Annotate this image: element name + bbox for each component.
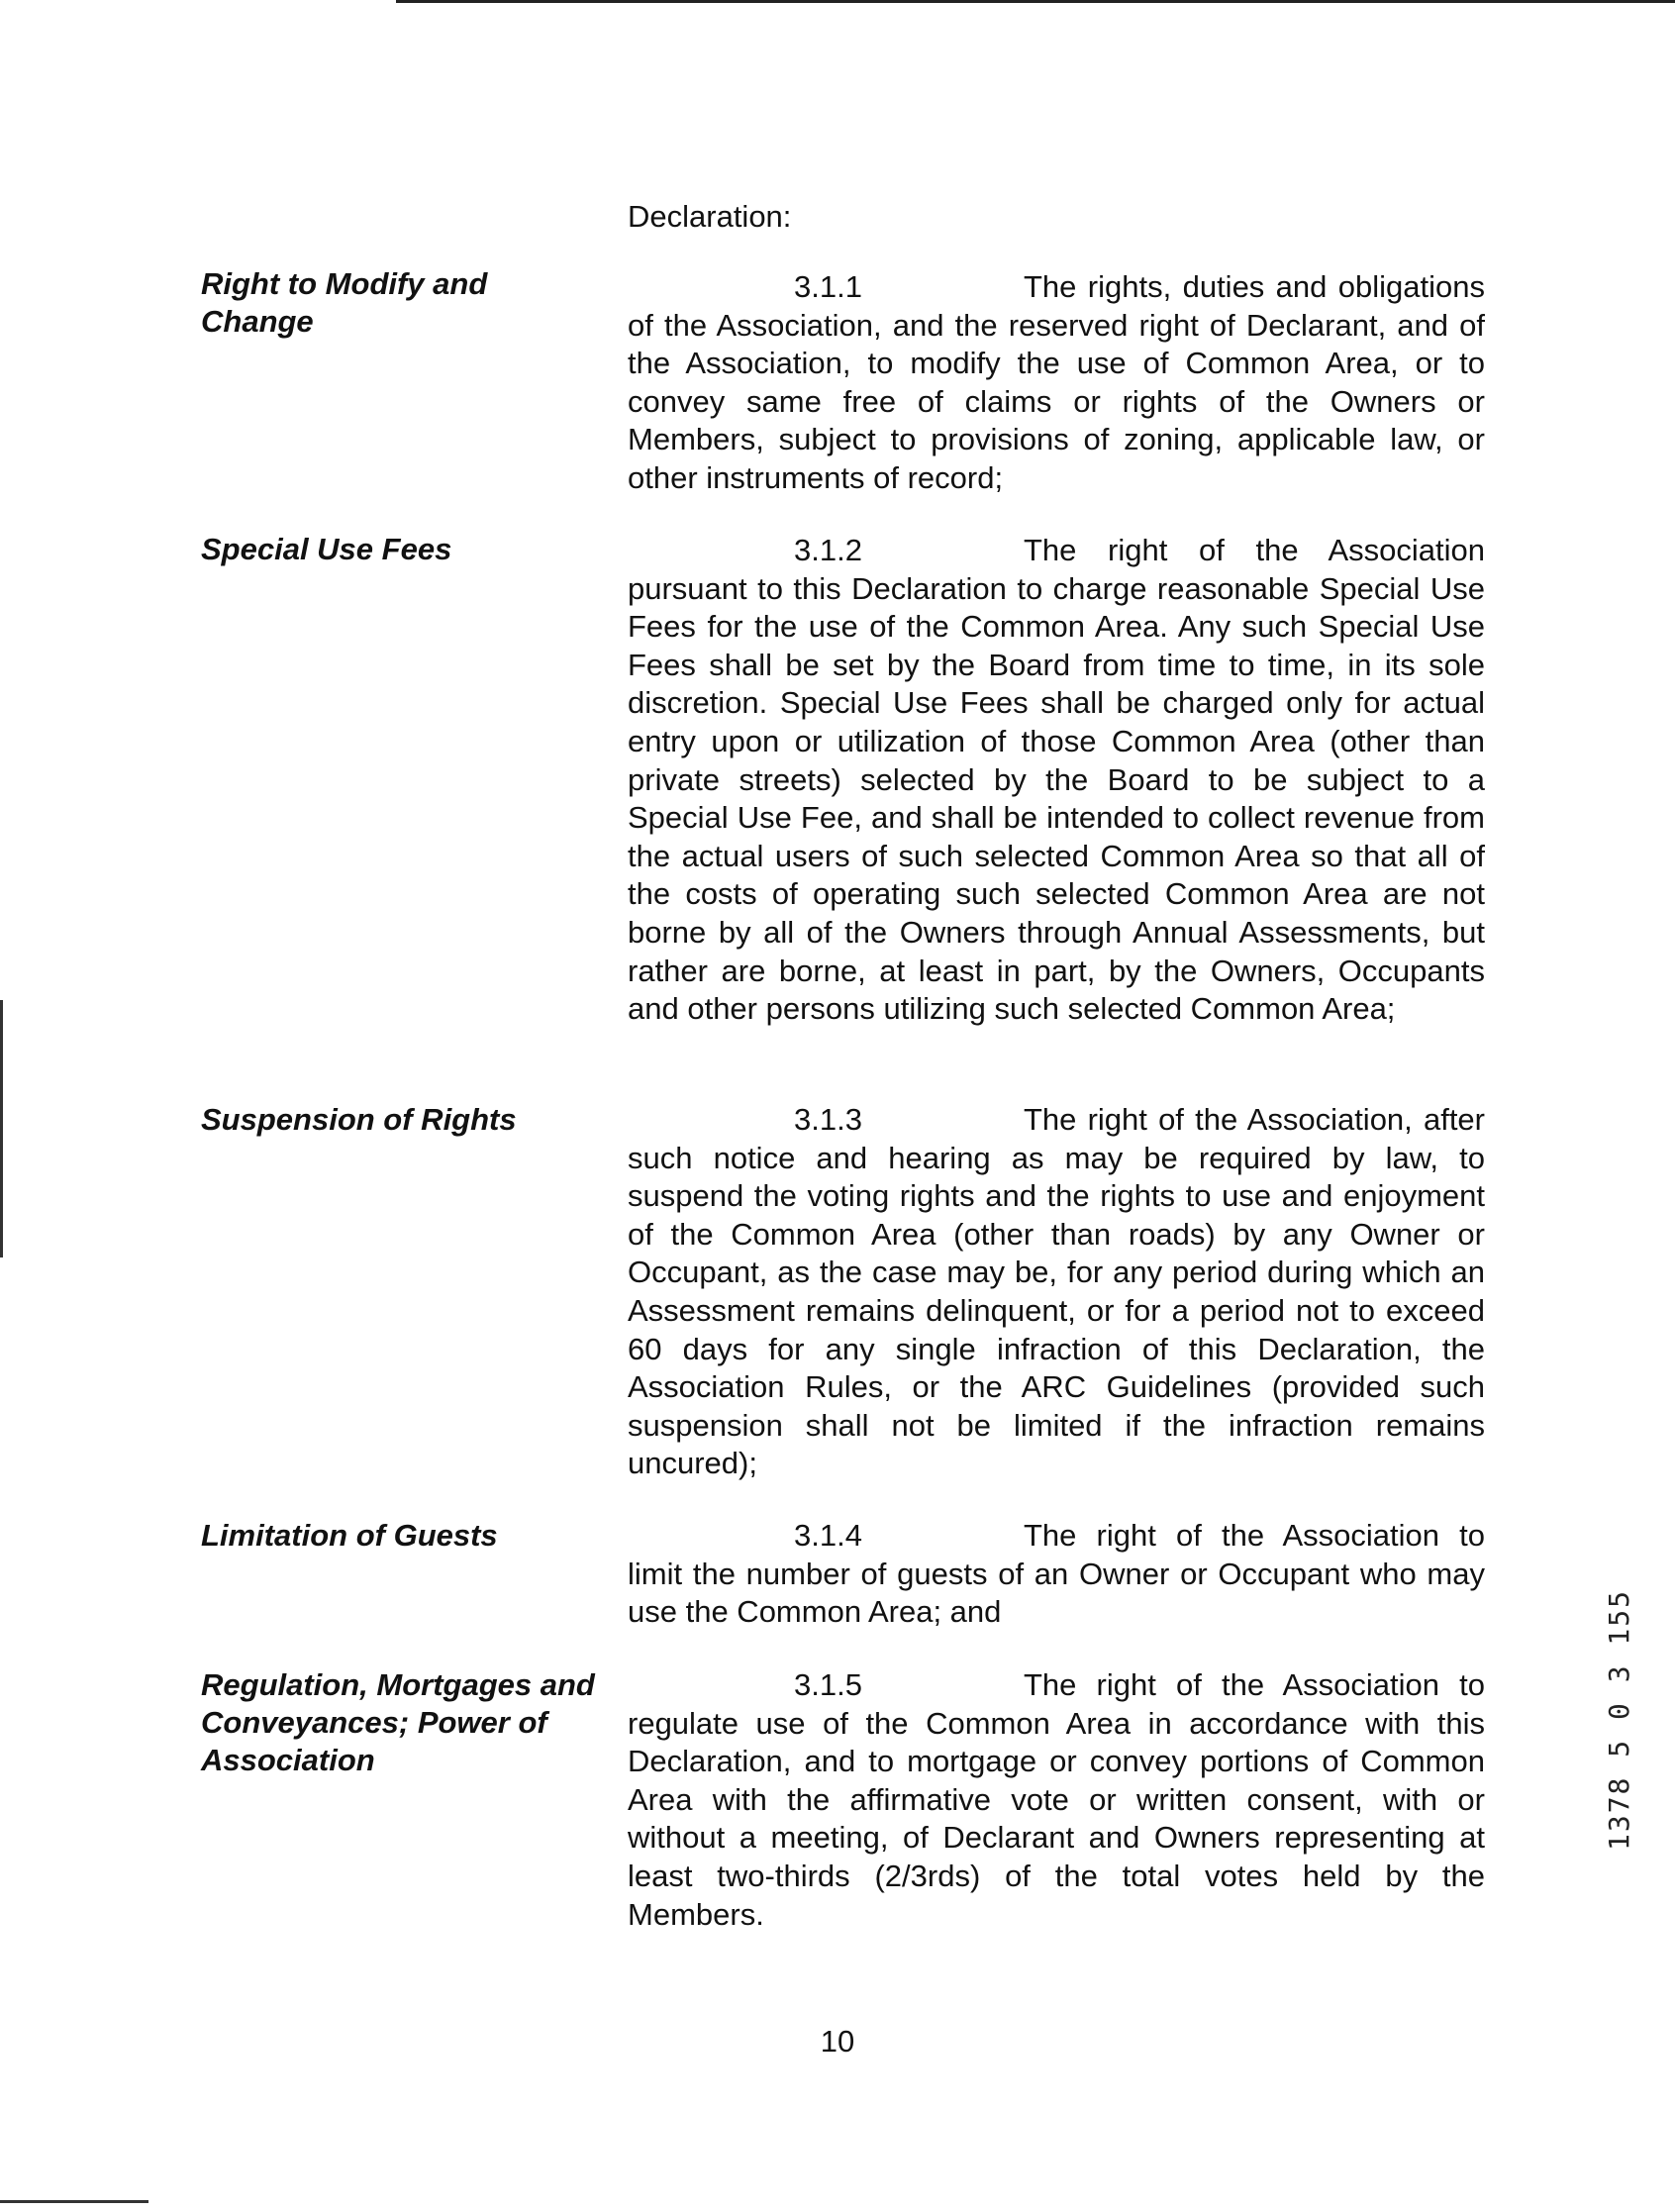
intro-text: Declaration: bbox=[628, 199, 792, 234]
section-body-3-1-1 bbox=[628, 268, 1485, 498]
section-heading-suspension-of-rights: Suspension of Rights bbox=[201, 1102, 517, 1137]
section-heading-regulation-mortgages: Regulation, Mortgages and Conveyances; Power of Association bbox=[201, 1667, 595, 1777]
page-number: 10 bbox=[820, 2024, 855, 2059]
section-heading-limitation-of-guests: Limitation of Guests bbox=[201, 1518, 498, 1553]
section-text: The right of the Association to limit the number of guests of an Owner or Occupant who may use the Common Area; and bbox=[628, 1518, 1485, 1630]
section-text: The right of the Association pursuant to this Declaration to charge reasonable Special Use Fees for the use of the Common Area. Any such Special Use Fees shall be set by the Board from time to time, in its sole discretion. Special Use Fees shall be charged only for actual entry upon or utilization of those Common Area (other than private streets) selected by the Board to be subject to a Special Use Fee, and shall be intended to collect revenue from the actual users of such selected Common Area so that all of the costs of operating such selected Common Area are not borne by all of the Owners through Annual Assessments, but rather are borne, at least in part, by the Owners, Occupants and other persons utilizing such selected Common Area; bbox=[628, 533, 1485, 1027]
scan-edge-left bbox=[0, 1000, 3, 1257]
section-text: The right of the Association to regulate use of the Common Area in accordance with this Declaration, and to mortgage or convey portions of Common Area with the affirmative vote or written consent, with or without a meeting, of Declarant and Owners representing at least two-thirds (2/3rds) of the total votes held by the Members. bbox=[628, 1667, 1485, 1932]
section-number: 3.1.1 bbox=[794, 269, 862, 304]
section-body-3-1-5 bbox=[628, 1666, 1485, 1934]
section-number: 3.1.5 bbox=[794, 1667, 862, 1702]
section-body-3-1-3 bbox=[628, 1101, 1485, 1483]
scan-edge-top bbox=[396, 0, 1675, 3]
scan-edge-bottom bbox=[0, 2200, 148, 2203]
section-number: 3.1.2 bbox=[794, 533, 862, 567]
section-heading-modify-change: Right to Modify and Change bbox=[201, 266, 488, 339]
section-text: The right of the Association, after such notice and hearing as may be required by law, to suspend the voting rights and the rights to use and enjoyment of the Common Area (other than roads) by any Owner or Occupant, as the case may be, for any period during which an Assessment remains delinquent, or for a period not to exceed 60 days for any single infraction of this Declaration, the Association Rules, or the ARC Guidelines (provided such suspension shall not be limited if the infraction remains uncured); bbox=[628, 1102, 1485, 1481]
section-body-3-1-4 bbox=[628, 1517, 1485, 1632]
section-body-3-1-2 bbox=[628, 532, 1485, 1029]
section-text: The rights, duties and obligations of the Association, and the reserved right of Declarant, and of the Association, to modify the use of Common Area, or to convey same free of claims or rights of the Owners or Members, subject to provisions of zoning, applicable law, or other instruments of record; bbox=[628, 269, 1485, 495]
section-number: 3.1.4 bbox=[794, 1518, 862, 1553]
margin-document-stamp: 1378 5 0 3 155 bbox=[1603, 1589, 1635, 1852]
section-number: 3.1.3 bbox=[794, 1102, 862, 1137]
section-heading-special-use-fees: Special Use Fees bbox=[201, 532, 452, 566]
